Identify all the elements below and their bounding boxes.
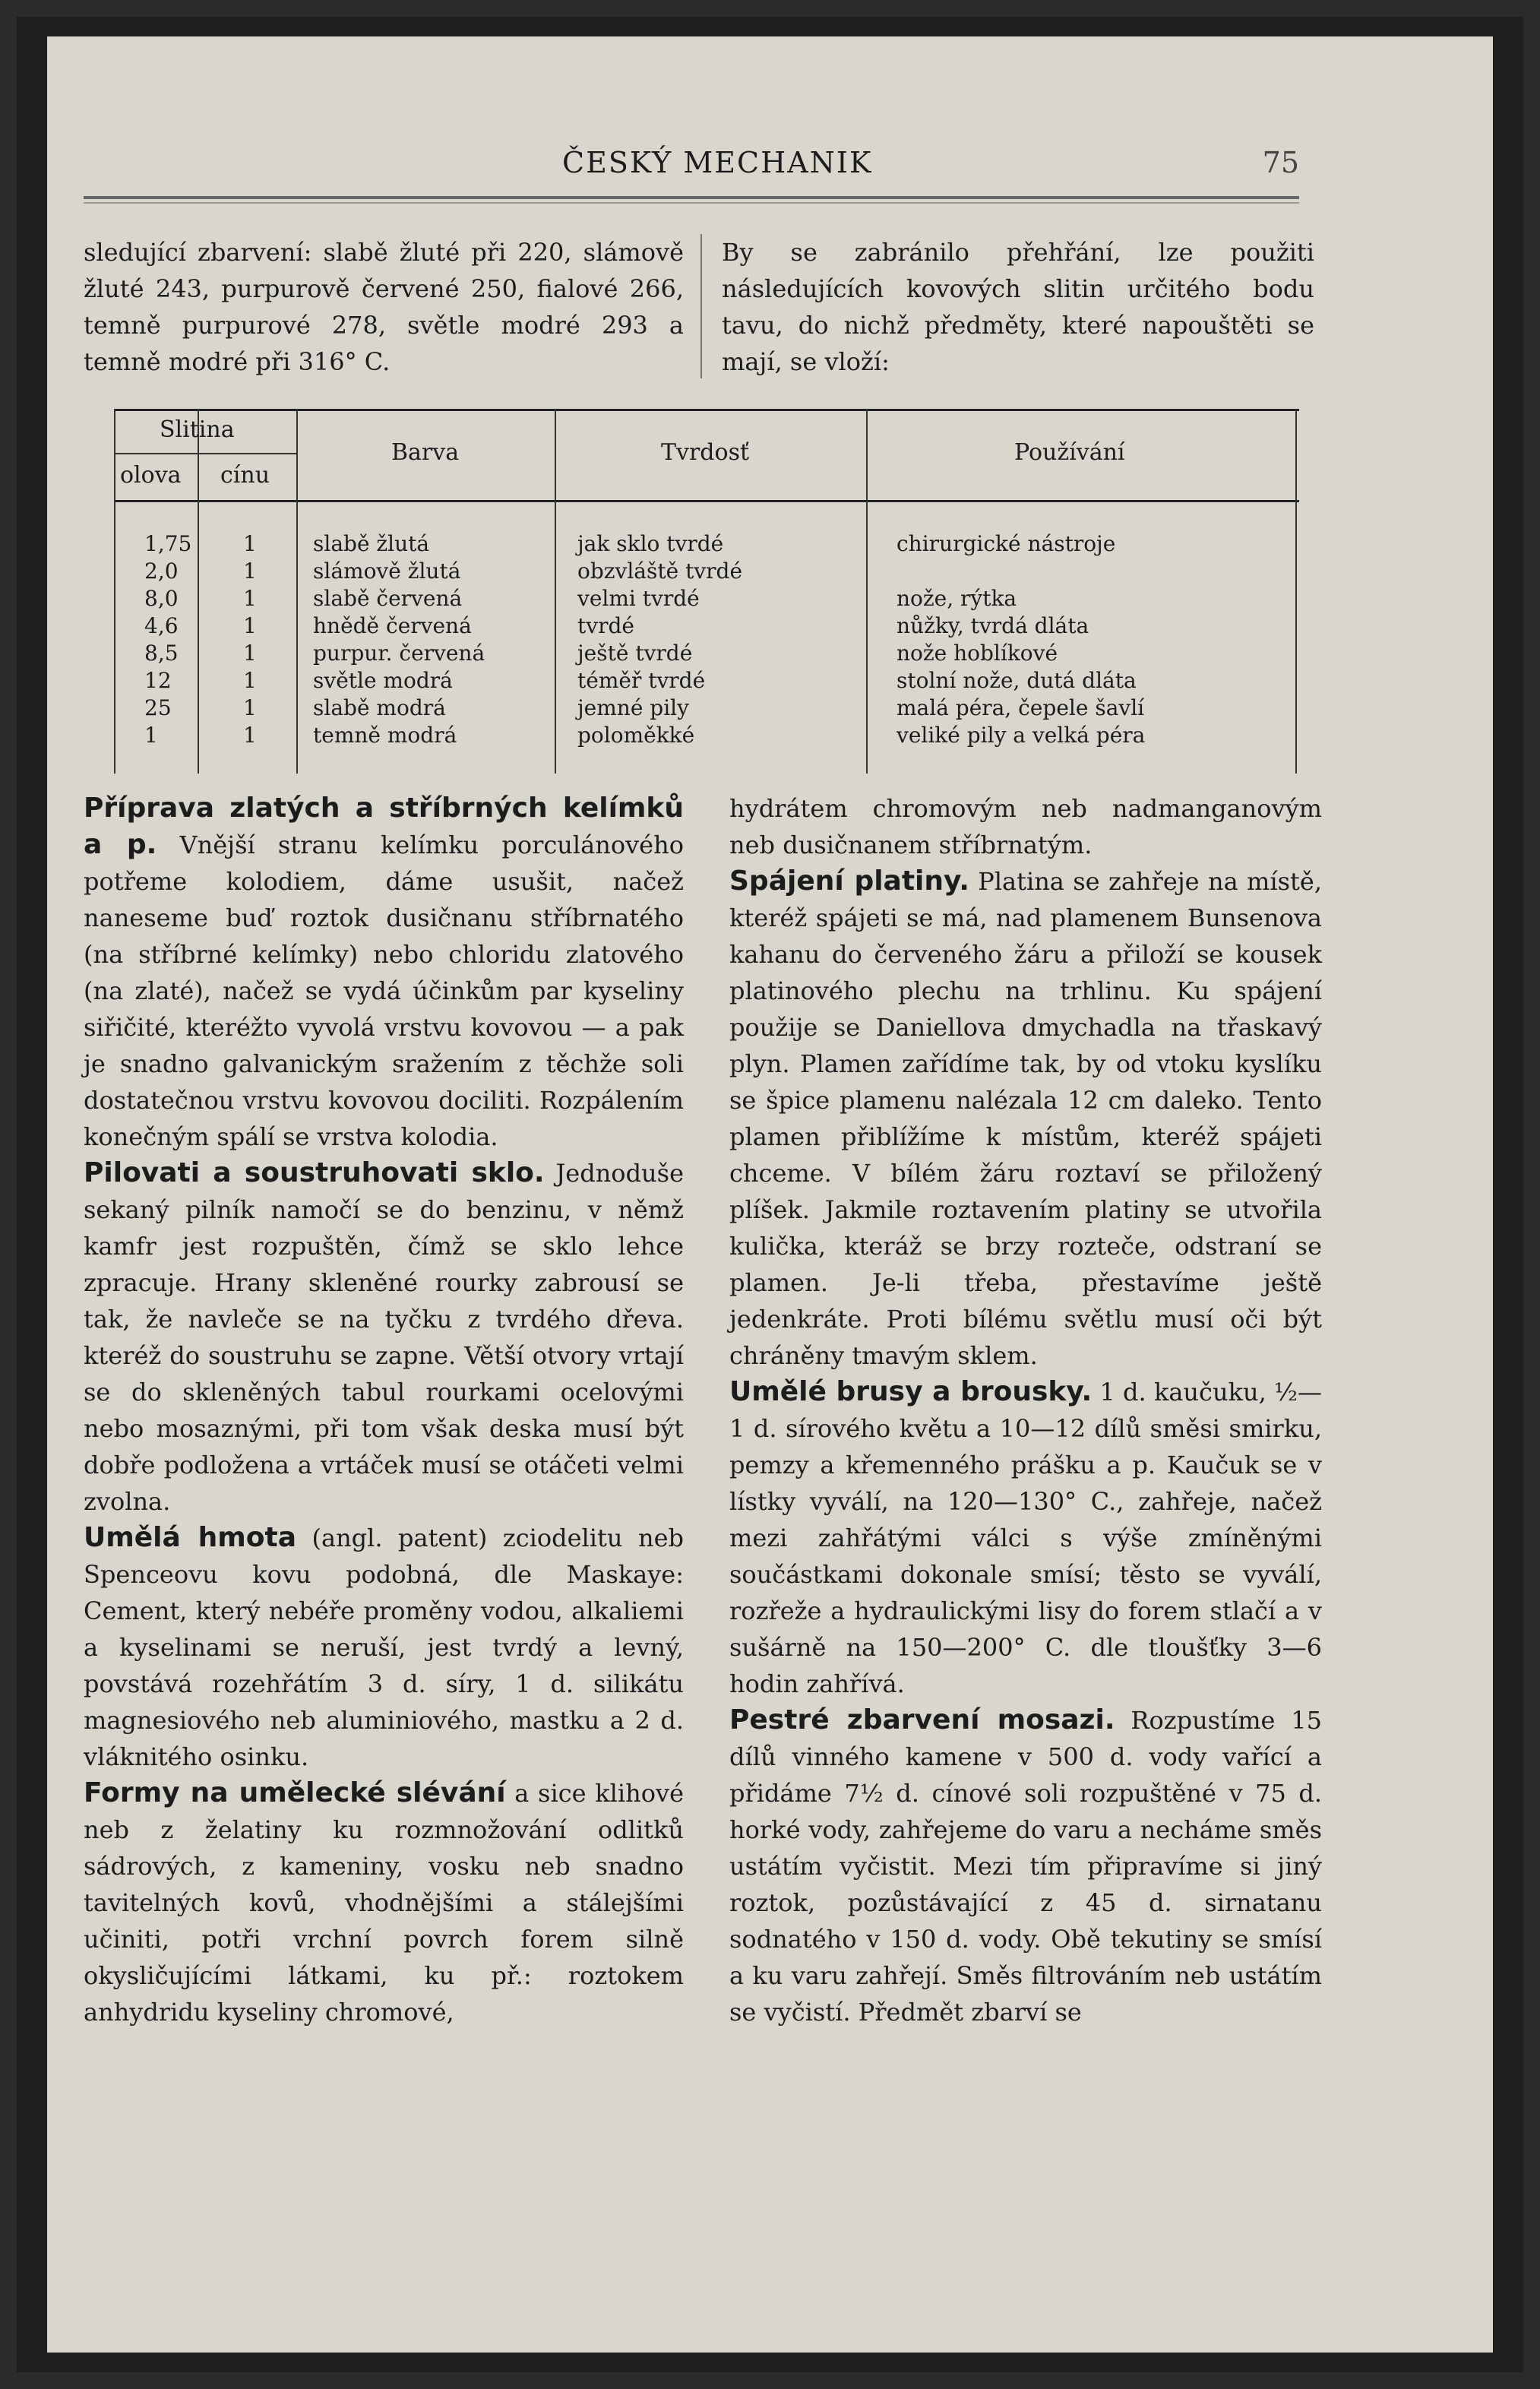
- table-cell: obzvláště tvrdé: [577, 558, 743, 584]
- table-cell: nože hoblíkové: [896, 641, 1058, 666]
- article-paragraph: [729, 1702, 1322, 2030]
- intro-right-paragraph: By se zabránilo přehřání, lze použiti následujících kovových slitin určitého bodu tavu, do nichž předměty, které napouštěti se mají, se vloží:: [722, 238, 1314, 376]
- table-vline: [198, 409, 199, 774]
- scan-border-bottom: [17, 2353, 1523, 2372]
- table-vline: [555, 409, 556, 774]
- article-paragraph: [84, 1155, 684, 1520]
- table-cell: 25: [144, 695, 172, 720]
- scan-border-left: [17, 17, 47, 2372]
- article-text: hydrátem chromovým neb nadmanganovým neb dusičnanem stříbrnatým.: [729, 794, 1322, 859]
- alloy-table: [114, 409, 1299, 774]
- table-cell: slabě žlutá: [313, 531, 430, 556]
- article-paragraph: [729, 863, 1322, 1374]
- table-header-tin: cínu: [220, 462, 270, 489]
- table-cell: 1: [243, 695, 257, 720]
- intro-left-paragraph: sledující zbarvení: slabě žluté při 220, slámově žluté 243, purpurově červené 250, fialové 266, temně purpurové 278, světle modré 293 a temně modré při 316° C.: [84, 238, 684, 376]
- table-cell: světle modrá: [313, 668, 453, 693]
- table-vline: [296, 409, 298, 774]
- article-heading: Umělé brusy a brousky.: [729, 1376, 1093, 1407]
- table-cell: 8,0: [144, 586, 179, 611]
- article-heading: Umělá hmota: [84, 1522, 297, 1553]
- article-heading: Příprava zlatých a stříbrných kelímků a p.: [84, 793, 684, 860]
- table-cell: 12: [144, 668, 172, 693]
- table-cell: temně modrá: [313, 723, 457, 748]
- table-cell: 1: [243, 558, 257, 584]
- header-rule-thin: [84, 202, 1299, 204]
- article-paragraph: [84, 1520, 684, 1775]
- table-cell: hnědě červená: [313, 613, 472, 638]
- left-text-column: [84, 790, 684, 2030]
- intro-column-divider: [700, 234, 702, 378]
- scan-border-right: [1493, 17, 1523, 2372]
- article-heading: Pilovati a soustruhovati sklo.: [84, 1157, 545, 1188]
- table-header-lead: olova: [120, 462, 182, 489]
- table-cell: poloměkké: [577, 723, 695, 748]
- table-cell: 1,75: [144, 531, 192, 556]
- table-cell: 1: [243, 668, 257, 693]
- article-paragraph: [729, 790, 1322, 863]
- table-cell: 1: [243, 531, 257, 556]
- table-cell: nůžky, tvrdá dláta: [896, 613, 1089, 638]
- header-rule: [84, 196, 1299, 199]
- article-paragraph: [84, 790, 684, 1155]
- table-cell: 8,5: [144, 641, 179, 666]
- table-cell: purpur. červená: [313, 641, 485, 666]
- right-text-column: [729, 790, 1322, 2030]
- article-heading: Spájení platiny.: [729, 865, 969, 897]
- table-cell: jemné pily: [577, 695, 689, 720]
- table-cell: slámově žlutá: [313, 558, 461, 584]
- article-text: (angl. patent) zciodelitu neb Spenceovu kovu podobná, dle Maskaye: Cement, který nebéře proměny vodou, alkaliemi a kyselinami se neruší, jest tvrdý a levný, povstává rozehřátím 3 d. síry, 1 d. silikátu magnesiového neb aluminiového, mastku a 2 d. vláknitého osinku.: [84, 1524, 684, 1771]
- table-cell: slabě modrá: [313, 695, 446, 720]
- article-paragraph: [729, 1374, 1322, 1702]
- table-header-rule: [114, 500, 1299, 502]
- article-text: Platina se zahřeje na místě, kteréž spájeti se má, nad plamenem Bunsenova kahanu do červeného žáru a přiloží se kousek platinového plechu na trhlinu. Ku spájení použije se Daniellova dmychadla na třaskavý plyn. Plamen zařídíme tak, by od vtoku kyslíku se špice plamenu nalézala 12 cm daleko. Tento plamen přiblížíme k místům, kteréž spájeti chceme. V bílém žáru roztaví se přiložený plíšek. Jakmile roztavením platiny se utvořila kulička, kteráž se brzy rozteče, odstraní se plamen. Je-li třeba, přestavíme ještě jedenkráte. Proti bílému světlu musí oči být chráněny tmavým sklem.: [729, 867, 1323, 1370]
- scan-border-top: [17, 17, 1523, 36]
- table-cell: veliké pily a velká péra: [896, 723, 1146, 748]
- table-cell: malá péra, čepele šavlí: [896, 695, 1145, 720]
- article-paragraph: [84, 1775, 684, 2030]
- table-cell: velmi tvrdé: [577, 586, 700, 611]
- article-heading: Pestré zbarvení mosazi.: [729, 1704, 1115, 1736]
- article-heading: Formy na umělecké slévání: [84, 1777, 506, 1808]
- article-text: 1 d. kaučuku, ½—1 d. sírového květu a 10—12 dílů směsi smirku, pemzy a křemenného prášku a p. Kaučuk se v lístky vyválí, na 120—130° C., zahřeje, načež mezi zahřátými válci s výše zmíněnými součástkami dokonale smísí; těsto se vyválí, rozřeže a hydraulickými lisy do forem stlačí a v sušárně na 150—200° C. dle tloušťky 3—6 hodin zahřívá.: [729, 1378, 1322, 1698]
- table-cell: slabě červená: [313, 586, 463, 611]
- table-header-hardness: Tvrdosť: [661, 439, 750, 466]
- table-cell: jak sklo tvrdé: [577, 531, 724, 556]
- table-vline: [866, 409, 868, 774]
- table-header-alloy: Slitina: [160, 416, 235, 443]
- table-cell: ještě tvrdé: [577, 641, 693, 666]
- article-text: Jednoduše sekaný pilník namočí se do benzinu, v němž kamfr jest rozpuštěn, čímž se sklo lehce zpracuje. Hrany skleněné rourky zabrousí se tak, že navleče se na tyčku z tvrdého dřeva. kteréž do soustruhu se zapne. Větší otvory vrtají se do skleněných tabul rourkami ocelovými nebo mosaznými, při tom však deska musí být dobře podložena a vrtáček musí se otáčeti velmi zvolna.: [84, 1159, 685, 1516]
- table-vline: [1295, 409, 1297, 774]
- table-cell: 1: [243, 613, 257, 638]
- article-text: Rozpustíme 15 dílů vinného kamene v 500 d. vody vařící a přidáme 7½ d. cínové soli rozpuštěné v 75 d. horké vody, zahřejeme do varu a necháme směs ustátím vyčistit. Mezi tím připravíme si jiný roztok, pozůstávající z 45 d. sirnatanu sodnatého v 150 d. vody. Obě tekutiny se smísí a ku varu zahřejí. Směs filtrováním neb ustátím se vyčistí. Předmět zbarví se: [729, 1706, 1323, 2027]
- journal-title: ČESKÝ MECHANIK: [562, 146, 873, 179]
- page-header: [84, 146, 1299, 184]
- table-cell: chirurgické nástroje: [896, 531, 1116, 556]
- table-cell: 2,0: [144, 558, 179, 584]
- table-header-usage: Používání: [1014, 439, 1125, 466]
- table-cell: nože, rýtka: [896, 586, 1017, 611]
- article-text: a sice klihové neb z želatiny ku rozmnožování odlitků sádrových, z kameniny, vosku neb snadno tavitelných kovů, vhodnějšími a stálejšími učiniti, potři vrchní povrch forem silně okysličujícími látkami, ku př.: roztokem anhydridu kyseliny chromové,: [84, 1779, 685, 2027]
- table-cell: 4,6: [144, 613, 179, 638]
- table-cell: stolní nože, dutá dláta: [896, 668, 1137, 693]
- table-cell: 1: [243, 641, 257, 666]
- table-cell: 1: [243, 586, 257, 611]
- table-cell: 1: [243, 723, 257, 748]
- article-text: Vnější stranu kelímku porculánového potřeme kolodiem, dáme usušit, načež naneseme buď roztok dusičnanu stříbrnatého (na stříbrné kelímky) nebo chloridu zlatového (na zlaté), načež se vydá účinkům par kyseliny siřičité, kteréžto vyvolá vrstvu kovovou — a pak je snadno galvanickým sražením z těchže soli dostatečnou vrstvu kovovou dociliti. Rozpálením konečným spálí se vrstva kolodia.: [84, 831, 684, 1151]
- table-vline: [114, 409, 115, 774]
- table-top-rule: [114, 409, 1299, 411]
- table-cell: 1: [144, 723, 158, 748]
- table-cell: téměř tvrdé: [577, 668, 706, 693]
- page-number: 75: [1262, 146, 1299, 179]
- table-cell: tvrdé: [577, 613, 634, 638]
- table-subheader-rule: [114, 453, 296, 454]
- table-header-color: Barva: [391, 439, 460, 466]
